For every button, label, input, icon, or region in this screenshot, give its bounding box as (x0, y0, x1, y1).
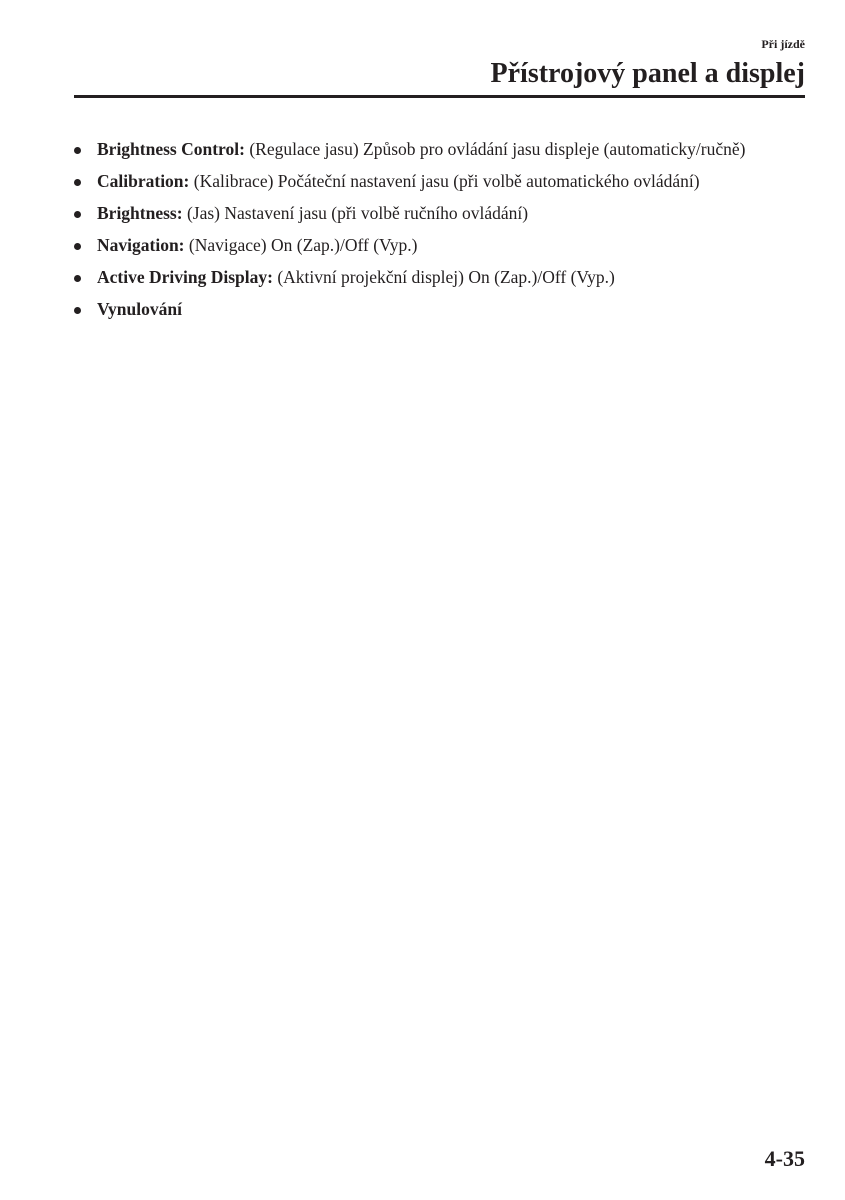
bullet-icon (74, 211, 81, 218)
bullet-icon (74, 243, 81, 250)
bullet-icon (74, 179, 81, 186)
list-item-active-driving-display (74, 266, 804, 288)
bullet-icon (74, 307, 81, 314)
bullet-icon (74, 275, 81, 282)
page-number: 4-35 (764, 1146, 805, 1171)
bullet-icon (74, 147, 81, 154)
list-item-brightness (74, 202, 804, 224)
item-term: Brightness Control: (97, 139, 245, 159)
item-term: Vynulování (97, 299, 182, 319)
page-title: Přístrojový panel a displej (490, 58, 805, 89)
item-description: (Kalibrace) Počáteční nastavení jasu (při volbě automatického ovládání) (189, 171, 700, 191)
item-term: Calibration: (97, 171, 190, 191)
title-rule (74, 95, 805, 98)
item-description: (Navigace) On (Zap.)/Off (Vyp.) (184, 235, 418, 255)
list-item-calibration (74, 170, 804, 192)
item-description: (Regulace jasu) Způsob pro ovládání jasu displeje (automaticky/ručně) (244, 139, 746, 159)
list-item-reset (74, 298, 804, 320)
item-term: Active Driving Display: (97, 267, 273, 287)
item-description: (Aktivní projekční displej) On (Zap.)/Off (Vyp.) (272, 267, 615, 287)
item-description: (Jas) Nastavení jasu (při volbě ručního ovládání) (182, 203, 529, 223)
settings-list (74, 138, 804, 330)
list-item-navigation (74, 234, 804, 256)
list-item-brightness-control (74, 138, 804, 160)
item-term: Navigation: (97, 235, 185, 255)
item-term: Brightness: (97, 203, 183, 223)
section-label: Při jízdě (761, 37, 805, 51)
